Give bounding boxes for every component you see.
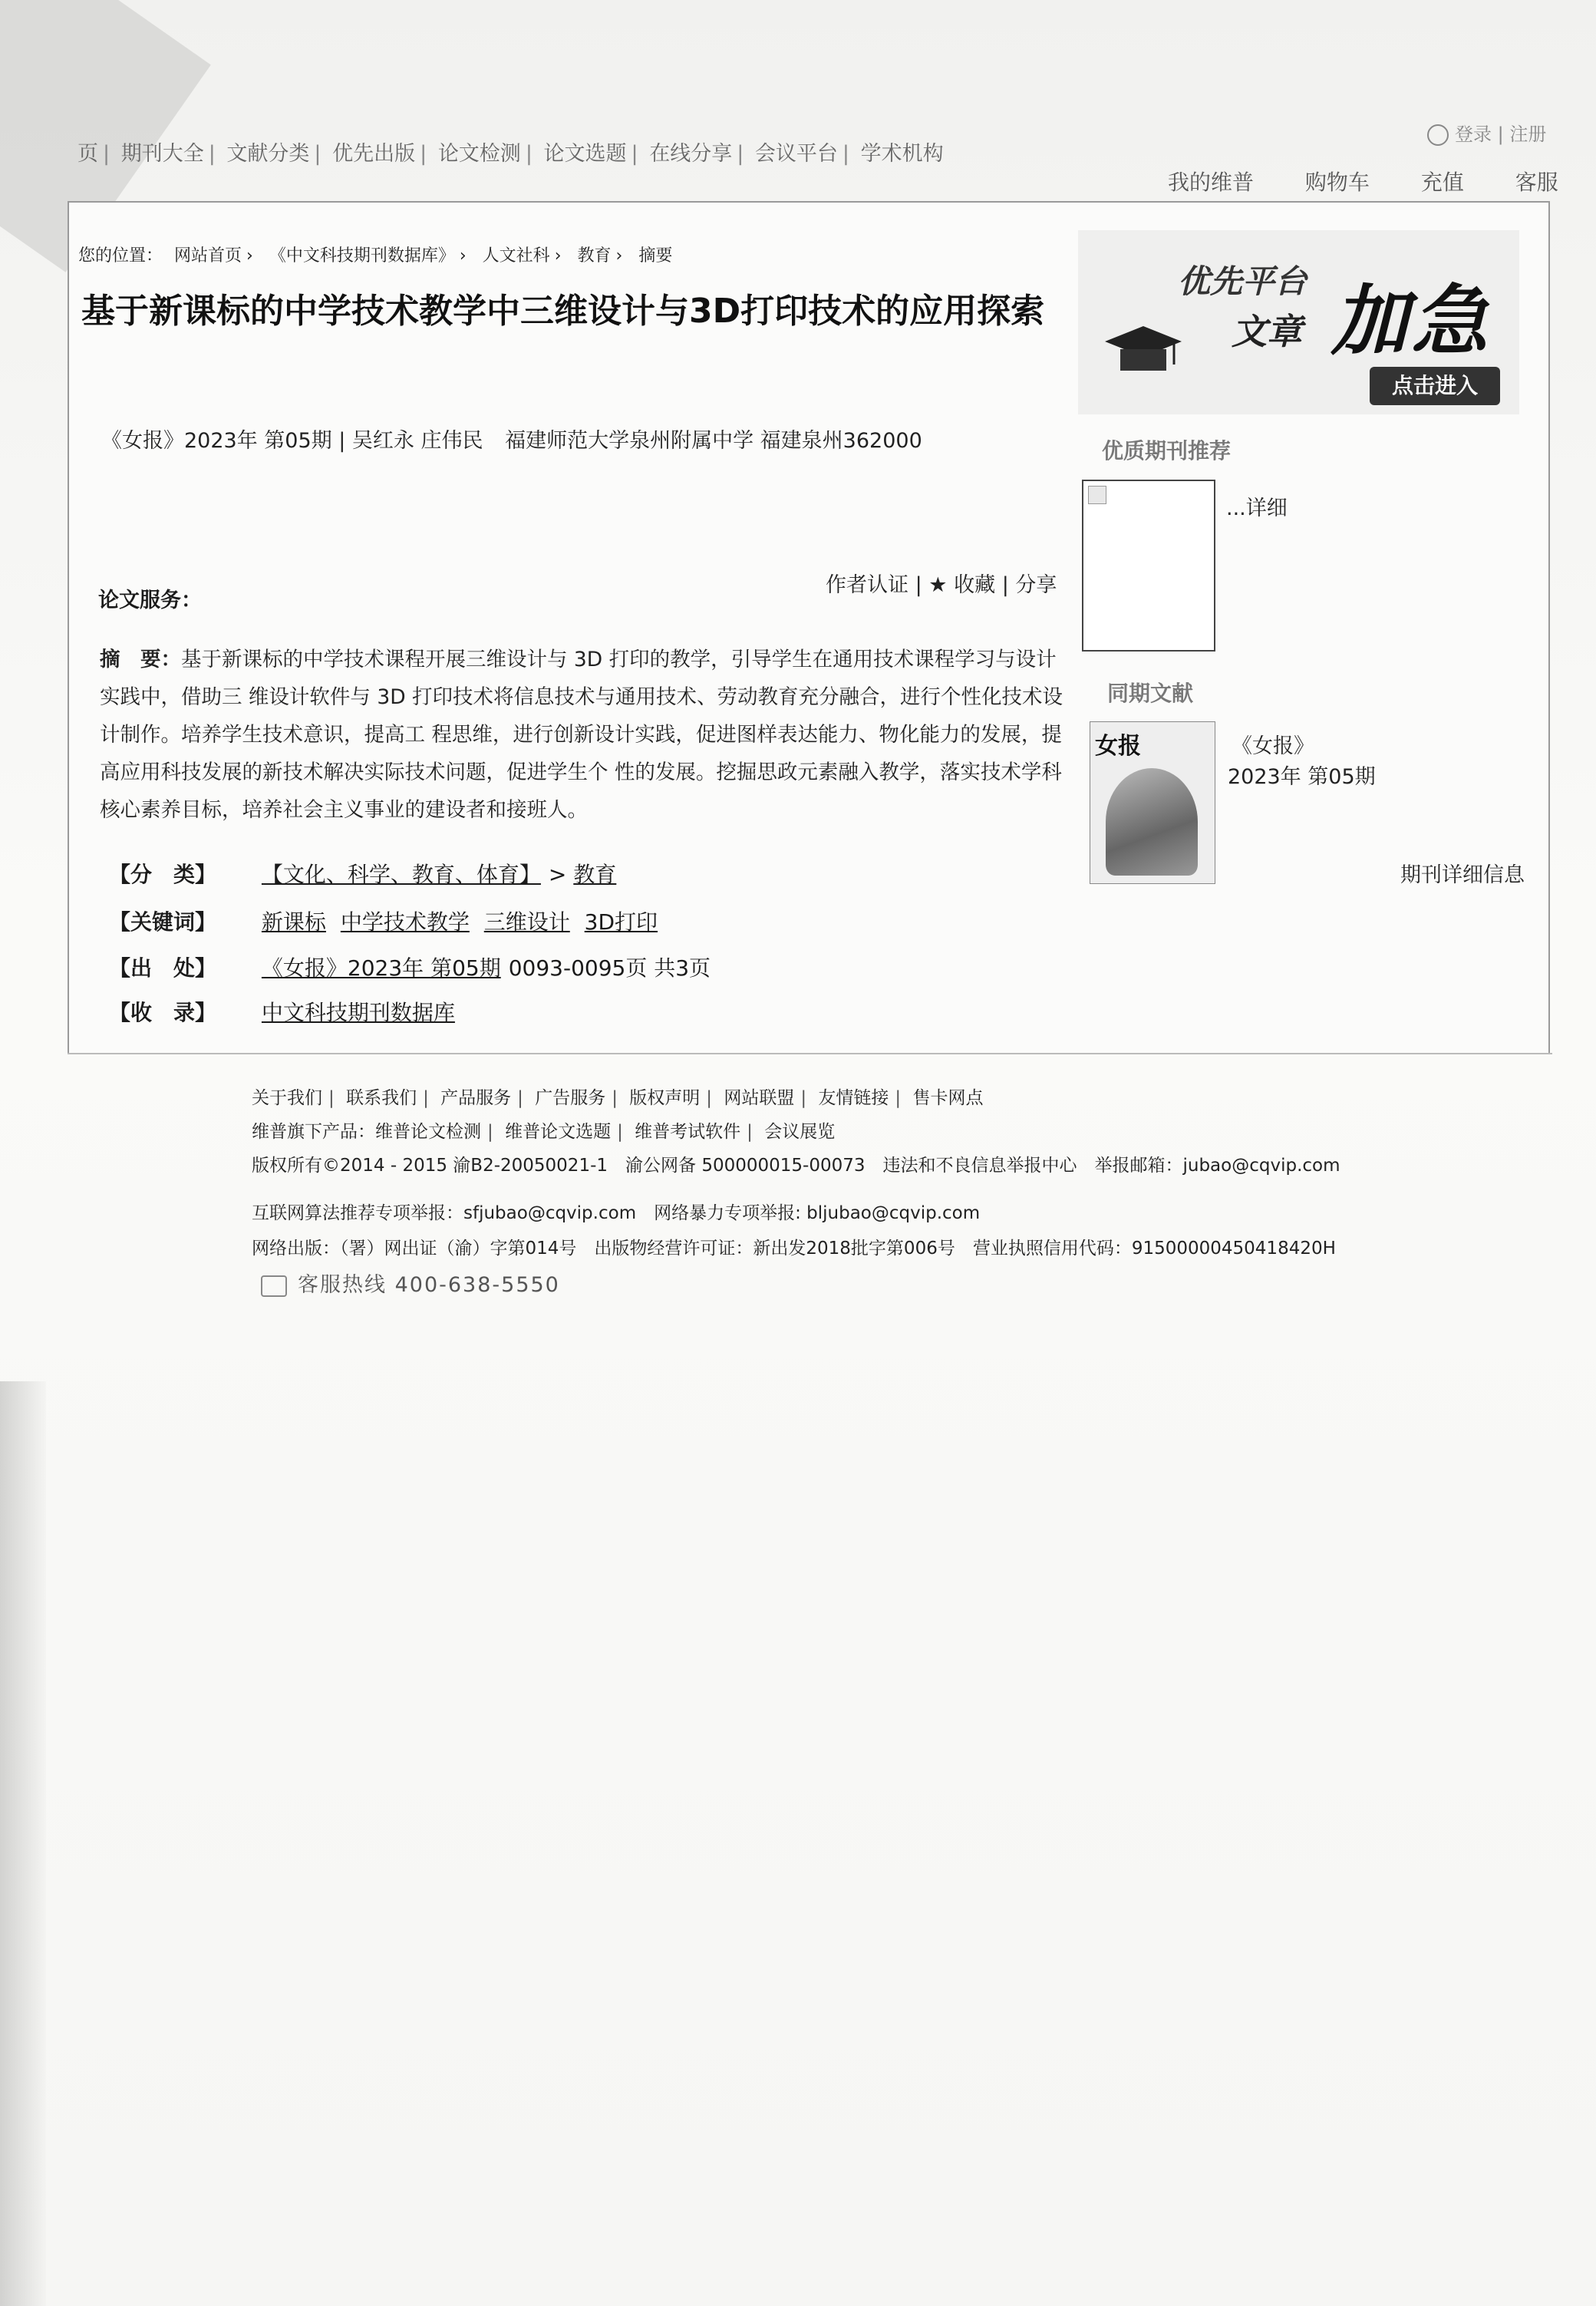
- keyword-link[interactable]: 中学技术教学: [340, 909, 470, 935]
- keywords-label: 【关键词】: [109, 909, 217, 935]
- login-link[interactable]: [1427, 119, 1546, 146]
- affiliation: 福建师范大学泉州附属中学 福建泉州362000: [505, 429, 922, 453]
- classification-link-education[interactable]: 教育: [573, 862, 617, 887]
- nav-item-journals[interactable]: 期刊大全: [120, 142, 204, 166]
- hotline-text: 客服热线 400-638-5550: [298, 1273, 560, 1297]
- journal-cover[interactable]: [1090, 721, 1215, 884]
- keyword-link[interactable]: 3D打印: [584, 909, 658, 935]
- share-link[interactable]: 分享: [1015, 573, 1057, 597]
- recommended-journal-thumbnail[interactable]: [1082, 480, 1215, 652]
- product-link-conference[interactable]: 会议展览: [764, 1122, 836, 1142]
- breadcrumb-database[interactable]: 《中文科技期刊数据库》: [269, 246, 455, 266]
- nav-item-home[interactable]: 页: [77, 142, 98, 166]
- breadcrumb-prefix: 您的位置：: [78, 246, 163, 266]
- nav-item-institution[interactable]: 学术机构: [860, 142, 944, 166]
- product-link-check[interactable]: 维普论文检测: [375, 1122, 481, 1142]
- article-actions: [826, 568, 1057, 598]
- same-issue-number[interactable]: 2023年 第05期: [1228, 765, 1376, 789]
- recommend-label: 优质期刊推荐: [1102, 438, 1232, 464]
- keyword-link[interactable]: 新课标: [261, 909, 326, 935]
- footer-products: 维普旗下产品：维普论文检测 | 维普论文选题 | 维普考试软件 | 会议展览: [252, 1122, 836, 1142]
- same-issue-label: 同期文献: [1107, 681, 1194, 706]
- footer-link-ads[interactable]: 广告服务: [535, 1088, 606, 1108]
- banner-line2: 文章: [1232, 311, 1302, 352]
- article-title: 基于新课标的中学技术教学中三维设计与3D打印技术的应用探索: [81, 292, 1045, 331]
- nav-item-check[interactable]: 论文检测: [437, 142, 521, 166]
- hotline: [261, 1268, 560, 1298]
- abstract-text: 基于新课标的中学技术课程开展三维设计与 3D 打印的教学，引导学生在通用技术课程学习与设计实践中，借助三 维设计软件与 3D 打印技术将信息技术与通用技术、劳动教育充分融合，进行个性化技术设计制作。培养学生技术意识，提高工 程思维，进行创新设计实践，促进图样表达能力、物化能力的发展，提高应用科技发展的新技术解决实际技术问题，促进学生个 性的发展。挖掘思政元素融入教学，落实技术学科核心素养目标，培养社会主义事业的建设者和接班人。: [100, 648, 1063, 822]
- footer-report: 互联网算法推荐专项举报：sfjubao@cqvip.com 网络暴力专项举报: bljubao@cqvip.com: [252, 1203, 981, 1223]
- footer-link-products[interactable]: 产品服务: [440, 1088, 512, 1108]
- main-nav: 页 | 期刊大全 | 文献分类 | 优先出版 | 论文检测 | 论文选题 | 在线分享 | 会议平台 | 学术机构: [77, 142, 944, 166]
- nav-item-priority[interactable]: 优先出版: [332, 142, 416, 166]
- phone-icon: [261, 1275, 287, 1297]
- nav-item-share[interactable]: 在线分享: [649, 142, 733, 166]
- banner-big-text: 加急: [1331, 276, 1491, 366]
- footer-link-alliance[interactable]: 网站联盟: [724, 1088, 795, 1108]
- recharge-link[interactable]: 充值: [1420, 170, 1464, 195]
- journal-detail-link[interactable]: 期刊详细信息: [1400, 863, 1525, 887]
- cover-photo: [1106, 768, 1198, 876]
- nav-item-categories[interactable]: 文献分类: [226, 142, 310, 166]
- footer-license: 网络出版：（署）网出证（渝）字第014号 出版物经营许可证：新出发2018批字第006号 营业执照信用代码：91500000450418420H: [252, 1239, 1336, 1259]
- abstract: [100, 641, 1070, 829]
- classification-arrow: >: [548, 862, 574, 887]
- cover-brand: 女报: [1095, 733, 1141, 760]
- abstract-label: 摘 要：: [100, 648, 181, 671]
- separator: |: [1001, 573, 1009, 597]
- separator: |: [915, 573, 922, 597]
- product-link-exam[interactable]: 维普考试软件: [635, 1122, 741, 1142]
- keywords-row: [109, 906, 665, 936]
- footer-link-contact[interactable]: 联系我们: [346, 1088, 417, 1108]
- article-meta: [101, 424, 922, 454]
- breadcrumb-humanities[interactable]: 人文社科: [482, 246, 550, 266]
- footer-link-cards[interactable]: 售卡网点: [912, 1088, 984, 1108]
- source-row: [109, 952, 711, 982]
- nav-item-topic[interactable]: 论文选题: [543, 142, 627, 166]
- collected-row: [109, 996, 463, 1027]
- source-pages: 0093-0095页 共3页: [508, 955, 711, 981]
- classification-label: 【分 类】: [109, 862, 217, 887]
- more-details-link[interactable]: ...详细: [1226, 496, 1288, 520]
- nav-item-conference[interactable]: 会议平台: [754, 142, 838, 166]
- footer-link-copyright[interactable]: 版权声明: [629, 1088, 701, 1108]
- classification-row: [109, 858, 624, 889]
- classification-link-culture[interactable]: 【文化、科学、教育、体育】: [261, 862, 541, 887]
- banner-line1: 优先平台: [1178, 262, 1307, 300]
- favorite-link[interactable]: ★ 收藏: [928, 573, 996, 597]
- source-link[interactable]: 《女报》2023年 第05期: [261, 955, 501, 981]
- same-issue-journal[interactable]: 《女报》: [1232, 734, 1314, 758]
- collected-link[interactable]: 中文科技期刊数据库: [261, 1000, 455, 1025]
- graduation-cap-icon: [1101, 322, 1185, 376]
- footer-link-friends[interactable]: 友情链接: [818, 1088, 889, 1108]
- products-label: 维普旗下产品：: [252, 1122, 375, 1142]
- footer-link-about[interactable]: 关于我们: [252, 1088, 322, 1108]
- author-verify-link[interactable]: 作者认证: [826, 573, 908, 597]
- collected-label: 【收 录】: [109, 1000, 217, 1025]
- priority-banner[interactable]: [1078, 230, 1519, 414]
- paper-edge-shadow: [0, 1381, 46, 2306]
- services-label: 论文服务：: [98, 589, 202, 612]
- footer-links: 关于我们 | 联系我们 | 产品服务 | 广告服务 | 版权声明 | 网站联盟 | 友情链接 | 售卡网点: [252, 1088, 984, 1108]
- breadcrumb-education[interactable]: 教育: [577, 246, 612, 266]
- breadcrumb-abstract: 摘要: [638, 246, 673, 266]
- banner-enter-button[interactable]: 点击进入: [1370, 367, 1500, 405]
- user-icon: [1427, 124, 1449, 146]
- my-vip-link[interactable]: 我的维普: [1168, 170, 1255, 195]
- breadcrumb-home[interactable]: 网站首页: [174, 246, 242, 266]
- source-label: 【出 处】: [109, 955, 217, 981]
- login-label: 登录 | 注册: [1455, 124, 1547, 145]
- broken-image-icon: [1088, 486, 1106, 504]
- service-link[interactable]: 客服: [1515, 170, 1558, 195]
- keyword-link[interactable]: 三维设计: [483, 909, 570, 935]
- breadcrumb: 您的位置： 网站首页 › 《中文科技期刊数据库》 › 人文社科 › 教育 › 摘要: [78, 246, 673, 266]
- user-menu: [1168, 166, 1596, 196]
- cart-link[interactable]: 购物车: [1304, 170, 1370, 195]
- journal-authors[interactable]: 《女报》2023年 第05期 | 吴红永 庄伟民: [101, 429, 483, 453]
- footer-divider: [68, 1053, 1552, 1054]
- product-link-topic[interactable]: 维普论文选题: [505, 1122, 612, 1142]
- footer-copyright: 版权所有©2014 - 2015 渝B2-20050021-1 渝公网备 500000015-00073 违法和不良信息举报中心 举报邮箱：jubao@cqvip.com: [252, 1156, 1340, 1176]
